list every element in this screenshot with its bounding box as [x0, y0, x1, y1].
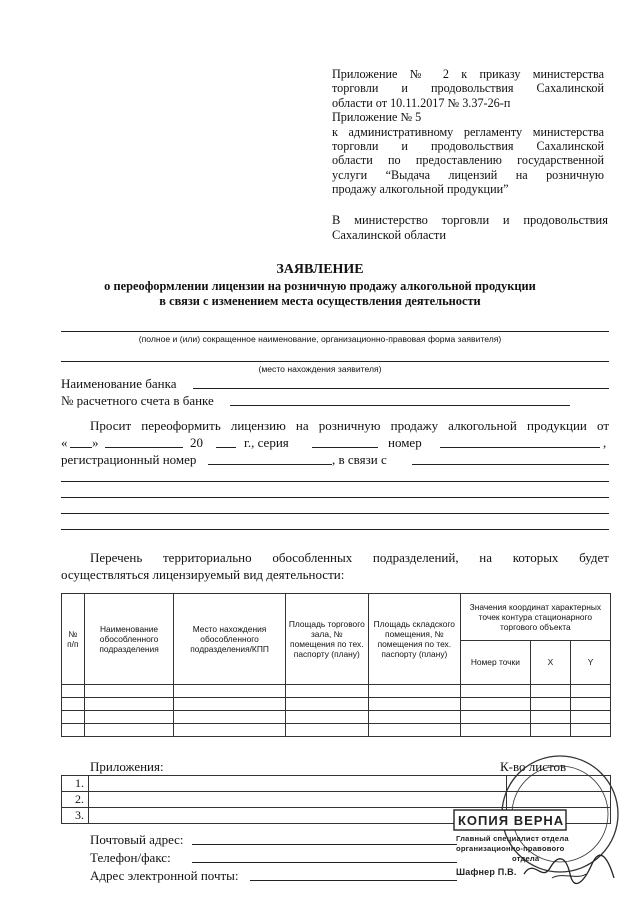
reason-line[interactable] [61, 481, 609, 482]
due-to-label: , в связи с [332, 452, 387, 467]
postal-label: Почтовый адрес: [90, 832, 184, 847]
table-cell[interactable] [84, 698, 174, 711]
comma: , [603, 435, 607, 450]
table-cell[interactable] [570, 711, 610, 724]
attachment-name-cell[interactable] [89, 792, 507, 808]
applicant-caption: (полное и (или) сокращенное наименование, организационно-правовая форма заявителя) [138, 334, 502, 344]
table-cell[interactable] [368, 698, 460, 711]
location-caption: (место нахождения заявителя) [258, 364, 382, 374]
account-row [61, 393, 214, 409]
table-cell[interactable] [62, 724, 85, 737]
table-cell[interactable] [174, 698, 285, 711]
table-cell[interactable] [285, 711, 368, 724]
stamp-name: Шафнер П.В. [456, 867, 517, 877]
attachment-num: 3. [62, 808, 89, 824]
table-cell[interactable] [570, 698, 610, 711]
table-cell[interactable] [285, 724, 368, 737]
col-name-header: Наименование обособленного подразделения [84, 594, 174, 685]
reason-line[interactable] [61, 497, 609, 498]
table-cell[interactable] [84, 724, 174, 737]
attachments-label: Приложения: [90, 759, 164, 774]
stamp-copy-text: КОПИЯ ВЕРНА [458, 813, 565, 828]
month-field[interactable] [105, 447, 183, 448]
signature-icon [522, 852, 618, 886]
document-header [332, 67, 604, 197]
table-cell[interactable] [460, 711, 530, 724]
header-line: торговли и продовольствия Сахалинской [332, 81, 604, 96]
list-intro: Перечень территориально обособленных подразделений, на которых будет [90, 550, 609, 565]
addressee-line: Сахалинской области [332, 228, 447, 242]
document-subtitle: в связи с изменением места осуществления деятельности [159, 294, 481, 308]
number-label: номер [388, 435, 422, 450]
col-coords-header: Значения координат характерных точек контура стационарного торгового объекта [460, 594, 610, 641]
header-line: продажу алкогольной продукции” [332, 182, 509, 197]
header-line: области от 10.11.2017 № 3.37-26-п [332, 95, 511, 110]
account-label: № расчетного счета в банке [61, 393, 214, 408]
table-cell[interactable] [460, 724, 530, 737]
table-row [62, 711, 611, 724]
table-row [62, 724, 611, 737]
col-point-header: Номер точки [460, 640, 530, 684]
col-place-header: Место нахождения обособленного подразделения/КПП [174, 594, 285, 685]
header-line: области по предоставлению государственной [332, 153, 604, 168]
document-title: ЗАЯВЛЕНИЕ [276, 262, 364, 277]
phone-label: Телефон/факс: [90, 850, 171, 865]
stamp-role: организационно-правового [456, 844, 565, 853]
subdivisions-table [61, 593, 611, 737]
location-field[interactable] [61, 361, 609, 362]
table-cell[interactable] [368, 685, 460, 698]
table-cell[interactable] [174, 724, 285, 737]
header-line: Приложение № 5 [332, 110, 422, 125]
table-cell[interactable] [84, 685, 174, 698]
reason-line[interactable] [61, 513, 609, 514]
col-y-header: Y [570, 640, 610, 684]
applicant-field[interactable] [61, 331, 609, 332]
table-cell[interactable] [570, 724, 610, 737]
table-cell[interactable] [530, 711, 570, 724]
stamp-role: Главный специалист отдела [456, 834, 569, 843]
table-cell[interactable] [285, 685, 368, 698]
addressee [332, 213, 608, 243]
table-cell[interactable] [62, 711, 85, 724]
table-cell[interactable] [368, 724, 460, 737]
table-cell[interactable] [174, 711, 285, 724]
bank-name-label: Наименование банка [61, 376, 177, 391]
open-quote: « [61, 435, 68, 450]
number-field[interactable] [440, 447, 600, 448]
table-cell[interactable] [570, 685, 610, 698]
table-cell[interactable] [460, 698, 530, 711]
close-quote: » [92, 435, 99, 450]
account-field[interactable] [230, 405, 570, 406]
attachment-num: 1. [62, 776, 89, 792]
attachment-name-cell[interactable] [89, 776, 507, 792]
stamp-role: отдела [512, 854, 540, 863]
day-field[interactable] [70, 447, 92, 448]
col-storage-area-header: Площадь складского помещения, № помещения по тех. паспорту (плану) [368, 594, 460, 685]
list-intro: осуществляться лицензируемый вид деятельности: [61, 567, 345, 582]
certification-stamp [452, 752, 622, 887]
header-line: услуги “Выдача лицензий на розничную [332, 167, 604, 182]
table-cell[interactable] [84, 711, 174, 724]
phone-field[interactable] [192, 862, 457, 863]
addressee-line: В министерство торговли и продовольствия [332, 213, 608, 227]
col-trade-area-header: Площадь торгового зала, № помещения по тех. паспорту (плану) [285, 594, 368, 685]
attachment-num: 2. [62, 792, 89, 808]
table-cell[interactable] [530, 685, 570, 698]
col-x-header: X [530, 640, 570, 684]
table-cell[interactable] [460, 685, 530, 698]
reg-number-label: регистрационный номер [61, 452, 197, 467]
pages-count-label: К-во листов [500, 759, 567, 774]
header-line: к административному регламенту министерства [332, 124, 604, 139]
table-cell[interactable] [62, 698, 85, 711]
series-field[interactable] [312, 447, 378, 448]
series-label: г., серия [244, 435, 289, 450]
reg-number-field[interactable] [208, 464, 332, 465]
postal-field[interactable] [192, 844, 457, 845]
table-cell[interactable] [530, 698, 570, 711]
table-cell[interactable] [174, 685, 285, 698]
table-row [62, 698, 611, 711]
request-line: Просит переоформить лицензию на розничную продажу алкогольной продукции от [90, 418, 609, 433]
table-cell[interactable] [285, 698, 368, 711]
email-label: Адрес электронной почты: [90, 868, 239, 883]
year-field[interactable] [216, 447, 236, 448]
attachment-name-cell[interactable] [89, 808, 507, 824]
email-field[interactable] [250, 880, 457, 881]
year-prefix: 20 [190, 435, 203, 450]
table-cell[interactable] [62, 685, 85, 698]
bank-name-field[interactable] [193, 388, 609, 389]
reason-line[interactable] [61, 529, 609, 530]
table-cell[interactable] [530, 724, 570, 737]
header-line: торговли и продовольствия Сахалинской [332, 139, 604, 154]
document-subtitle: о переоформлении лицензии на розничную продажу алкогольной продукции [104, 279, 536, 293]
table-row [62, 685, 611, 698]
header-line: Приложение № 2 к приказу министерства [332, 67, 604, 81]
col-num-header: № п/п [62, 594, 85, 685]
reason-field[interactable] [412, 464, 609, 465]
table-cell[interactable] [368, 711, 460, 724]
bank-name-row [61, 376, 176, 392]
